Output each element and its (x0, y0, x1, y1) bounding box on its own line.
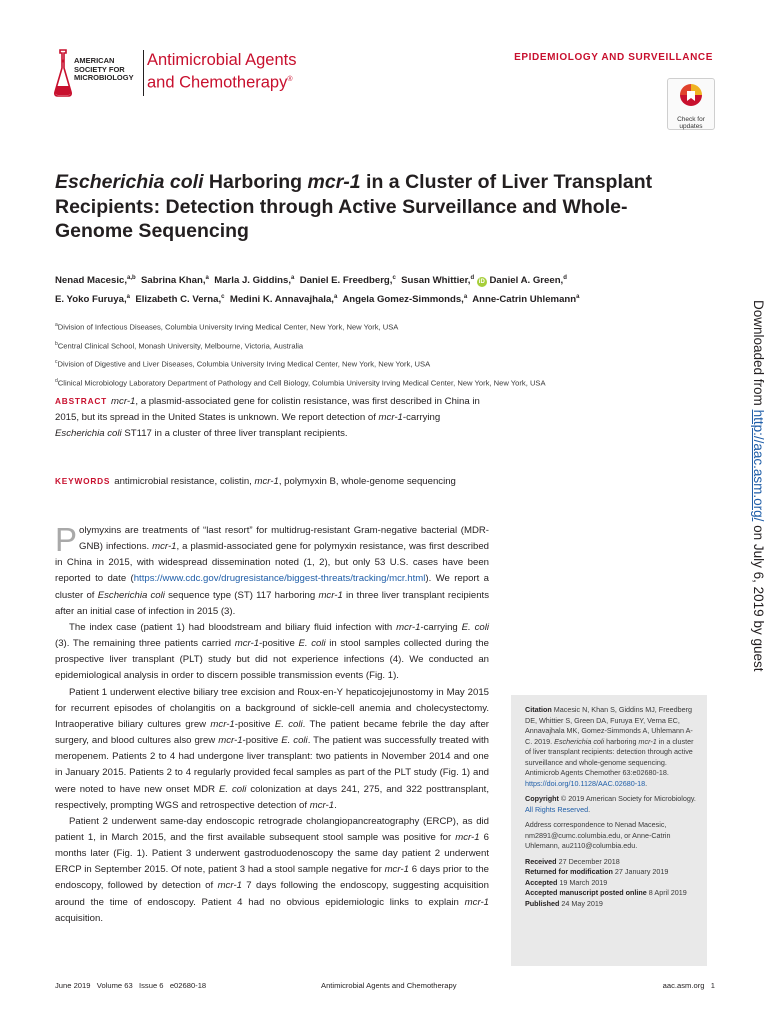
author-sup: a (463, 294, 468, 301)
asm-text-line3: MICROBIOLOGY (74, 73, 134, 82)
posted-line (525, 888, 699, 899)
copyright-end: . (588, 804, 591, 814)
copyright-block (525, 794, 699, 815)
affil-text: Central Clinical School, Monash University, Melbourne, Victoria, Australia (57, 341, 304, 351)
p3-j: E. coli (219, 783, 247, 795)
received-line (525, 857, 699, 868)
journal-logo (147, 51, 297, 93)
title-part4: in a Cluster of Liver Transplant Recipients: Detection through Active Surveillance and Whole-Genome Sequencing (55, 171, 653, 242)
correspondence: Address correspondence to Nenad Macesic, nm2891@cumc.columbia.edu, or Anne-Catrin Uhlemann, au2110@columbia.edu. (525, 820, 671, 850)
p2-h: E. coli (298, 638, 326, 650)
p3-a: Patient 1 underwent elective biliary tree excision and Roux-en-Y hepaticojejunostomy in May 2015 for recurrent episodes of cholangitis on a background of sickle-cell anemia and cholecystectomy. Intraoperative biliary cultures grew (55, 686, 489, 730)
download-note-b: on July 6, 2019 by guest (751, 521, 766, 672)
p1-c: , a plasmid-associated gene for polymyxin resistance, was first described in China in 2015, with widespread dissemination noted (1, 2), but only 53 U.S. cases have been reported to date ( (55, 541, 489, 585)
author-list (55, 270, 675, 308)
keywords (55, 473, 491, 490)
p1-h: in three liver transplant recipients after an initial case of infection in 2015 (3). (55, 589, 489, 617)
returned-line (525, 867, 699, 878)
citation-a: Macesic N, Khan S, Giddins MJ, Freedberg DE, Whittier S, Green DA, Furuya EY, Verna EC, Annavajhala MK, Gomez-Simmonds A, Uhlemann A-C. 2019. (525, 705, 693, 746)
copyright-a: © 2019 American Society for Microbiology. (558, 794, 696, 803)
author[interactable]: Daniel E. Freedberg, (299, 275, 393, 287)
posted-date: 8 April 2019 (646, 888, 687, 897)
p1-f: sequence type (ST) 117 harboring (164, 589, 319, 601)
citation-e: in a cluster of liver transplant recipients: detection through active surveillance and whole-genome sequencing. Antimicrob Agents Chemother 63:e02680-18. (525, 736, 694, 777)
author-sup: a (333, 294, 338, 301)
paragraph-3 (55, 685, 489, 814)
check-updates-icon (679, 83, 703, 109)
p2-b: mcr-1 (396, 621, 421, 633)
affiliation-list (55, 317, 685, 391)
cdc-link[interactable]: https://www.cdc.gov/drugresistance/biggest-threats/tracking/mcr.html (133, 573, 426, 585)
copyright-label: Copyright (525, 794, 559, 803)
download-note-a: Downloaded from (751, 300, 766, 410)
abstract-s2: , a plasmid-associated gene for colistin resistance, was first described in China in 2015, but its spread in the United States is unknown. We report detection of (55, 396, 480, 424)
p2-c: -carrying (420, 621, 462, 633)
footer-page: aac.asm.org 1 (662, 981, 715, 990)
affiliation (55, 373, 685, 392)
p4-a: Patient 2 underwent same-day endoscopic retrograde cholangiopancreatography (ERCP), as did patient 1, in March 2015, and the first available subsequent stool sample was positive for (55, 815, 489, 843)
flask-logo-icon (52, 48, 74, 98)
citation-c: harboring (604, 736, 639, 746)
author[interactable]: Angela Gomez-Simmonds, (342, 294, 464, 306)
p4-e: 6 days prior to the endoscopy, followed by detection of (55, 864, 489, 892)
p4-i: acquisition. (55, 912, 103, 924)
p2-a: The index case (patient 1) had bloodstream and biliary fluid infection with (69, 621, 397, 633)
p4-d: mcr-1 (384, 864, 409, 876)
title-part3: mcr-1 (307, 171, 361, 193)
keywords-s3: , polymyxin B, whole-genome sequencing (278, 476, 456, 487)
p3-h: E. coli (281, 735, 308, 747)
returned-date: 27 January 2019 (612, 867, 669, 876)
journal-reg-mark: ® (287, 76, 293, 83)
p1-a: olymyxins are treatments of “last resort” for multidrug-resistant Gram-negative bacterial (MDR-GNB) infections. (79, 525, 489, 553)
journal-name-line1: Antimicrobial Agents (147, 51, 297, 69)
author-sup: c (392, 275, 396, 281)
abstract-s6: ST117 in a cluster of three liver transplant recipients. (121, 428, 348, 440)
p4-c: 6 months later (Fig. 1). Patient 3 underwent gastroduodenoscopy the same day patient 2 underwent ERCP in September 2015. Of note, patient 3 had a stool sample negative for (55, 831, 489, 876)
p4-h: mcr-1 (464, 896, 489, 908)
posted-label: Accepted manuscript posted online (525, 888, 647, 897)
author-sup: a (126, 294, 130, 301)
p3-l: mcr-1 (309, 799, 335, 811)
abstract (55, 393, 491, 443)
abstract-s3: mcr-1 (378, 412, 403, 424)
author[interactable]: Elizabeth C. Verna, (135, 294, 222, 306)
check-updates-label: Check for updates (677, 116, 705, 130)
orcid-icon[interactable]: iD (478, 279, 485, 286)
author-sup: a (576, 294, 580, 301)
p1-e: Escherichia coli (97, 589, 165, 601)
keywords-label: KEYWORDS (55, 476, 111, 486)
affil-sup: b (55, 340, 58, 347)
published-label: Published (525, 898, 560, 908)
p1-d: ). We report a cluster of (55, 573, 489, 601)
published-date: 24 May 2019 (559, 898, 603, 908)
author[interactable]: Nenad Macesic, (55, 275, 127, 287)
p1-b: mcr-1 (152, 541, 177, 553)
abstract-s4: -carrying (402, 412, 441, 424)
received-date: 27 December 2018 (556, 856, 620, 866)
p3-f: mcr-1 (218, 735, 243, 747)
abstract-s5: Escherichia coli (55, 428, 122, 440)
doi-end: . (645, 778, 648, 788)
citation-label: Citation (525, 705, 552, 714)
body-text (55, 523, 489, 927)
asm-logo (50, 48, 142, 100)
accepted-line (525, 878, 699, 889)
author[interactable]: Marla J. Giddins, (214, 275, 291, 287)
abstract-label: ABSTRACT (55, 396, 108, 406)
author[interactable]: E. Yoko Furuya, (55, 294, 127, 306)
p1-g: mcr-1 (318, 589, 343, 601)
paragraph-2 (55, 620, 489, 685)
footer-journal: Antimicrobial Agents and Chemotherapy (321, 981, 457, 990)
p3-d: E. coli (274, 718, 303, 730)
author-sup: a (205, 275, 209, 281)
author[interactable]: Medini K. Annavajhala, (229, 294, 334, 306)
affil-sup: a (55, 322, 58, 328)
asm-text-line1: AMERICAN (74, 56, 115, 65)
p2-d: E. coli (461, 621, 489, 633)
asm-text-line2: SOCIETY FOR (74, 64, 125, 74)
download-note (748, 300, 768, 720)
affil-sup: d (55, 377, 58, 384)
p3-k: colonization at days 241, 275, and 322 posttransplant, respectively, prompting WGS and retrospective detection of (55, 783, 489, 811)
paragraph-4 (55, 814, 489, 927)
check-updates-button[interactable] (667, 78, 715, 130)
p3-i: . The patient was successfully treated with meropenem. Patients 2 to 4 had undergone liver transplant: two patients in November 2014 and one in January 2015. Patients 2 to 4 regularly provided fecal samples as part of the PLT study (Fig. 1) and were noted to have new onset MDR (55, 735, 490, 795)
author-sup: a (291, 275, 295, 281)
keywords-s2: mcr-1 (254, 476, 279, 487)
affiliation (55, 317, 685, 336)
section-label: EPIDEMIOLOGY AND SURVEILLANCE (514, 52, 713, 63)
citation-block (525, 705, 699, 789)
p3-b: mcr-1 (210, 718, 235, 730)
p4-g: 7 days following the endoscopy, suggesting acquisition around the time of endoscopy. Patient 4 had no obvious epidemiologic links to explain (55, 880, 489, 908)
author[interactable]: Daniel A. Green, (489, 275, 564, 287)
affil-text: Division of Infectious Diseases, Columbia University Irving Medical Center, New York, New York, USA (57, 322, 399, 332)
author-sup: c (221, 294, 225, 301)
p4-f: mcr-1 (217, 880, 242, 892)
citation-d: mcr-1 (638, 736, 657, 746)
p2-f: mcr-1 (234, 638, 260, 650)
p3-m: . (334, 799, 337, 811)
article-title (55, 170, 695, 244)
author[interactable]: Sabrina Khan, (141, 275, 206, 287)
rights-link[interactable]: All Rights Reserved (525, 804, 589, 814)
author-sup: d (563, 275, 567, 281)
p3-g: -positive (242, 735, 282, 747)
affil-sup: c (55, 359, 58, 366)
p2-e: (3). The remaining three patients carried (55, 638, 235, 650)
p3-c: -positive (234, 718, 275, 730)
aac-link[interactable]: http://aac.asm.org/ (751, 409, 766, 522)
author[interactable]: Susan Whittier, (401, 275, 471, 287)
accepted-date: 19 March 2019 (557, 877, 608, 887)
keywords-s1: antimicrobial resistance, colistin, (114, 476, 255, 487)
affil-text: Clinical Microbiology Laboratory Department of Pathology and Cell Biology, Columbia University Irving Medical Center, New York, New York, USA (57, 378, 546, 388)
affiliation (55, 354, 685, 373)
returned-label: Returned for modification (525, 867, 613, 876)
abstract-s1: mcr-1 (111, 396, 136, 407)
citation-sidebar (511, 695, 707, 966)
author-sup: d (470, 275, 475, 281)
title-part2: Harboring (203, 171, 308, 193)
journal-name-line2: and Chemotherapy (147, 73, 288, 92)
doi-link[interactable]: https://doi.org/10.1128/AAC.02680-18 (525, 778, 646, 788)
received-label: Received (525, 856, 557, 866)
citation-b: Escherichia coli (554, 736, 605, 746)
p4-b: mcr-1 (455, 831, 480, 843)
paragraph-1 (55, 523, 489, 620)
author[interactable]: Anne-Catrin Uhlemann (472, 294, 577, 306)
affil-text: Division of Digestive and Liver Diseases, Columbia University Irving Medical Center, New York, New York, USA (57, 359, 431, 369)
logo-divider (143, 50, 144, 96)
affiliation (55, 336, 685, 355)
accepted-label: Accepted (525, 877, 558, 887)
p2-g: -positive (259, 638, 299, 650)
title-part1: Escherichia coli (55, 171, 204, 193)
drop-cap: P (55, 521, 78, 558)
author-sup: a,b (127, 275, 136, 281)
footer-issue-info: June 2019 Volume 63 Issue 6 e02680-18 (55, 981, 207, 990)
p2-i: in stool samples collected during the prospective liver transplant (PLT) study but did not experience infections (4). We conducted an epidemiological analysis in order to discern possible transmission events (Fig. 1). (55, 638, 489, 682)
p3-e: . The patient became febrile the day after surgery, and blood cultures also grew (55, 718, 490, 747)
published-line (525, 899, 699, 910)
